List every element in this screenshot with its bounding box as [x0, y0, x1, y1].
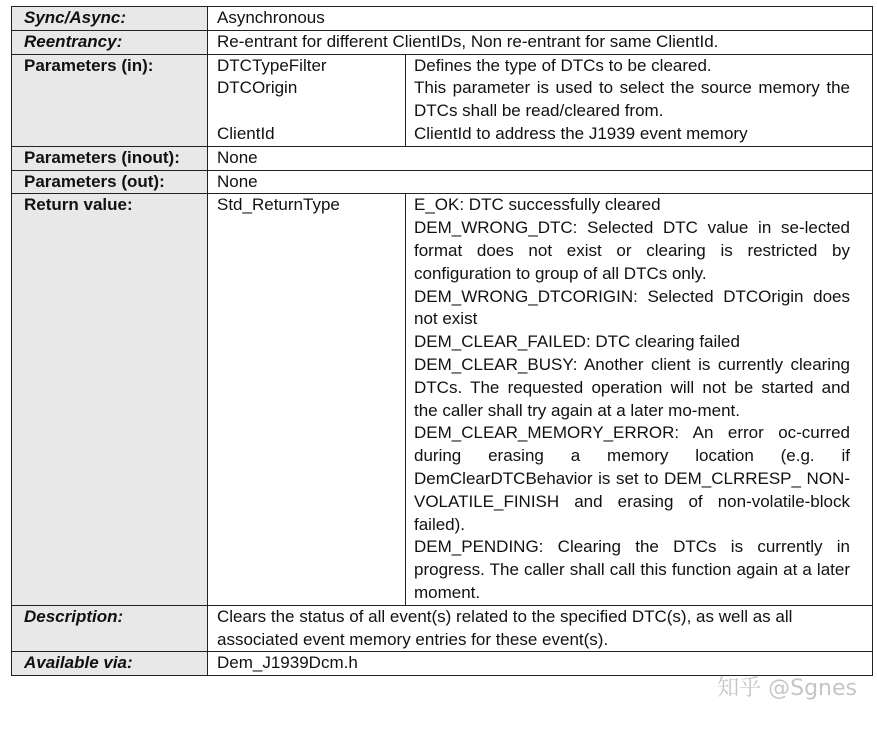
value-available-via: Dem_J1939Dcm.h	[208, 652, 873, 676]
row-params-out	[12, 170, 873, 194]
param-name: DTCOrigin	[217, 78, 298, 98]
param-descs	[405, 55, 872, 146]
param-names	[208, 55, 405, 146]
param-desc: Defines the type of DTCs to be cleared.	[414, 55, 712, 75]
return-code: DEM_CLEAR_FAILED: DTC clearing failed	[414, 332, 740, 352]
label-description: Description:	[12, 605, 208, 652]
param-desc: ClientId to address the J1939 event memory	[414, 123, 748, 143]
label-params-in: Parameters (in):	[12, 54, 208, 146]
label-params-out: Parameters (out):	[12, 170, 208, 194]
value-params-inout: None	[208, 146, 873, 170]
row-sync-async	[12, 7, 873, 31]
row-params-inout	[12, 146, 873, 170]
label-return-value: Return value:	[12, 194, 208, 605]
return-type: Std_ReturnType	[217, 195, 340, 215]
return-value-cell	[208, 194, 873, 605]
row-reentrancy	[12, 30, 873, 54]
value-description: Clears the status of all event(s) related to the specified DTC(s), as well as all associated event memory entries for these event(s).	[208, 605, 873, 652]
value-sync-async: Asynchronous	[208, 7, 873, 31]
return-code: DEM_WRONG_DTC: Selected DTC value in se-lected format does not exist or clearing is restricted by configuration to group of all DTCs only.	[414, 218, 850, 283]
row-description	[12, 605, 873, 652]
row-return-value	[12, 194, 873, 605]
value-reentrancy: Re-entrant for different ClientIDs, Non re-entrant for same ClientId.	[208, 30, 873, 54]
return-code: DEM_CLEAR_MEMORY_ERROR: An error oc-curred during erasing a memory location (e.g. if DemClearDTCBehavior is set to DEM_CLRRESP_ NON-VOLATILE_FINISH and erasing of non-volatile-block failed).	[414, 423, 850, 534]
row-params-in	[12, 54, 873, 146]
label-available-via: Available via:	[12, 652, 208, 676]
param-name: DTCTypeFilter	[217, 55, 327, 75]
watermark: 知乎 @Sgnes	[717, 676, 857, 701]
param-name: ClientId	[217, 123, 275, 143]
label-params-inout: Parameters (inout):	[12, 146, 208, 170]
return-code: DEM_CLEAR_BUSY: Another client is currently clearing DTCs. The requested operation will not be started and the caller shall try again at a later mo-ment.	[414, 354, 850, 420]
return-code: DEM_WRONG_DTCORIGIN: Selected DTCOrigin does not exist	[414, 286, 850, 329]
return-codes	[405, 194, 872, 604]
label-sync-async: Sync/Async:	[12, 7, 208, 31]
label-reentrancy: Reentrancy:	[12, 30, 208, 54]
return-code: DEM_PENDING: Clearing the DTCs is currently in progress. The caller shall call this function again at a later moment.	[414, 537, 850, 602]
param-desc: This parameter is used to select the source memory the DTCs shall be read/cleared from.	[414, 78, 850, 121]
params-in-cell	[208, 54, 873, 146]
value-params-out: None	[208, 170, 873, 194]
api-spec-table	[11, 6, 873, 676]
return-code: E_OK: DTC successfully cleared	[414, 195, 661, 215]
